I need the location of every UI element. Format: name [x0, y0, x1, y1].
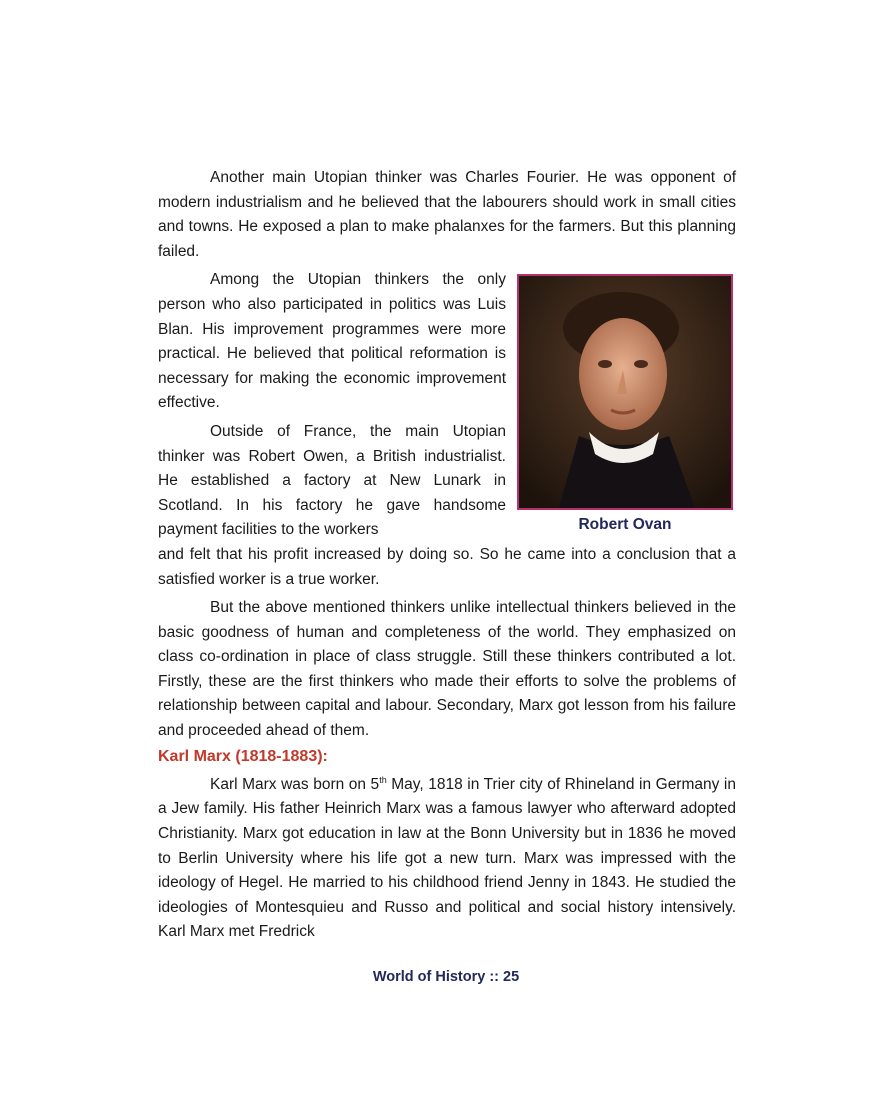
section-heading-karl-marx: Karl Marx (1818-1883): [158, 747, 328, 765]
karl-marx-text-rest: May, 1818 in Trier city of Rhineland in Germany in a Jew family. His father Heinrich Marx was a famous lawyer who afterward adopted Christianity. Marx got education in law at the Bonn University but in 1836 he moved to Berlin University where his life got a new turn. Marx was impressed with the ideology of Hegel. He married to his childhood friend Jenny in 1843. He studied the ideologies of Montesquieu and Russo and political and social history intensively. Karl Marx met Fredrick [158, 775, 736, 941]
karl-marx-text-start: Karl Marx was born on 5 [210, 775, 380, 793]
page-footer: World of History :: 25 [372, 969, 520, 985]
paragraph-fourier: Another main Utopian thinker was Charles Fourier. He was opponent of modern industrialism and he believed that the labourers should work in small cities and towns. He exposed a plan to make phalanxes for the farmers. But this planning failed. [158, 169, 736, 260]
portrait-image [519, 276, 731, 508]
paragraph-luis-blan: Among the Utopian thinkers the only person who also participated in politics was Luis Blan. His improvement programmes were more practical. He believed that political reformation is necessary for making the economic improvement effective. [158, 271, 506, 412]
paragraph-karl-marx [158, 768, 736, 945]
page-body [158, 166, 736, 949]
portrait-figure [517, 274, 733, 534]
ordinal-superscript: th [379, 774, 387, 785]
portrait-caption: Robert Ovan [578, 516, 672, 533]
robert-owen-portrait [517, 274, 733, 510]
paragraph-thinkers-summary: But the above mentioned thinkers unlike intellectual thinkers believed in the basic goodness of human and completeness of the world. They emphasized on class co-ordination in place of class struggle. Still these thinkers contributed a lot. Firstly, these are the first thinkers who made their efforts to solve the problems of relationship between capital and labour. Secondary, Marx got lesson from his failure and proceeded ahead of them. [158, 599, 736, 740]
paragraph-robert-owen-continued: and felt that his profit increased by doing so. So he came into a conclusion that a satisfied worker is a true worker. [158, 545, 736, 588]
paragraph-robert-owen: Outside of France, the main Utopian thinker was Robert Owen, a British industrialist. He established a factory at New Lunark in Scotland. In his factory he gave handsome payment facilities to the workers [158, 422, 506, 539]
